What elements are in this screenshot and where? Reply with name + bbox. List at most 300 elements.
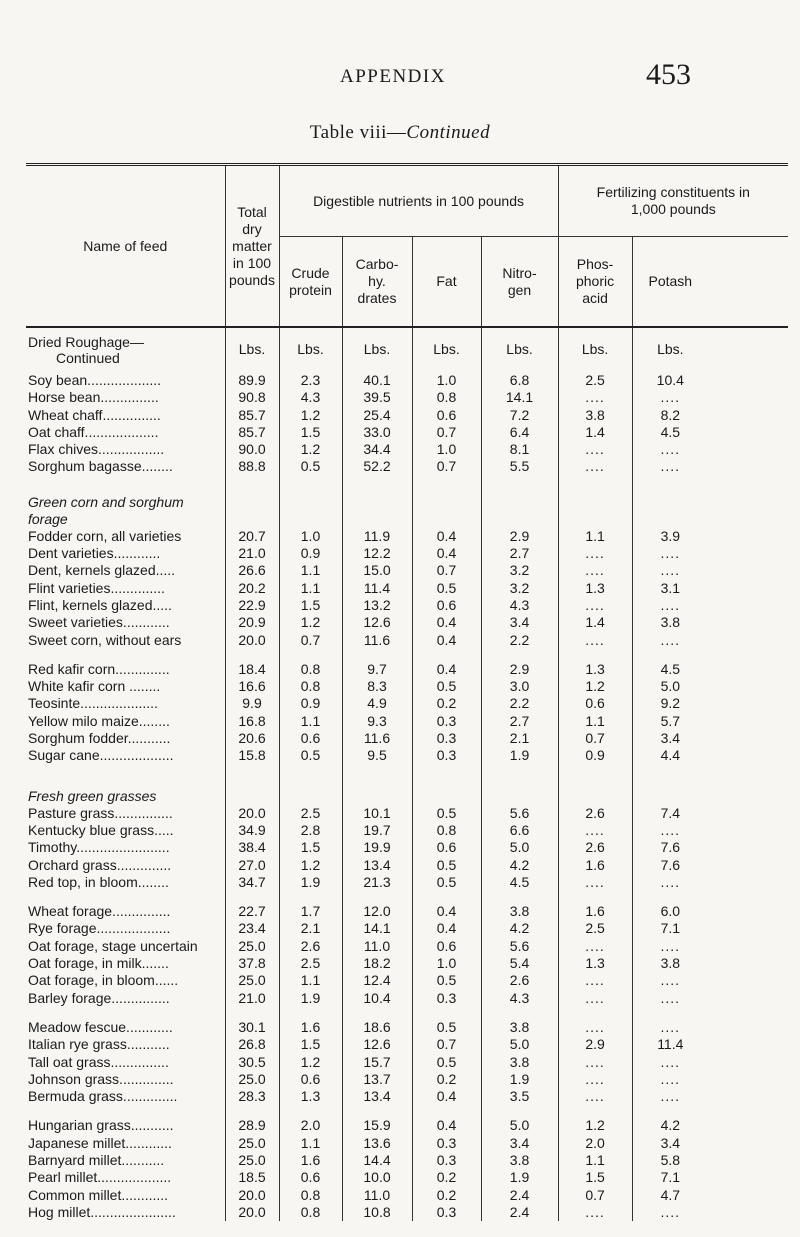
carbohydrates-cell: 40.1 [342,372,412,389]
total-dry-cell: 38.4 [225,839,279,856]
total-dry-cell: 25.0 [225,972,279,989]
nitrogen-cell: 2.6 [481,972,558,989]
fat-cell: 1.0 [412,441,481,458]
carbohydrates-cell: 18.2 [342,955,412,972]
crude-protein-cell: 4.3 [279,389,342,406]
spacer-cell [558,1105,632,1117]
table-row [26,713,788,730]
carbohydrates-line-3: drates [357,290,397,307]
nitrogen-cell: 3.2 [481,562,558,579]
potash-cell: .... [632,1088,708,1105]
carbohydrates-cell: 19.9 [342,839,412,856]
spacer-cell [26,765,225,777]
crude-protein-cell: 1.0 [279,528,342,545]
phosphoric-acid-cell: .... [558,972,632,989]
feed-name: Sweet varieties............ [28,614,170,631]
table-row [26,1036,788,1053]
spacer-row [26,476,788,488]
phosphoric-acid-cell: .... [558,545,632,562]
carbohydrates-cell: 15.7 [342,1054,412,1071]
carbohydrates-cell: 13.6 [342,1135,412,1152]
table-row [26,1204,788,1221]
potash-cell: 3.9 [632,528,708,545]
feed-name-line-1: Dried Roughage— [28,334,144,350]
carbohydrates-cell: 9.7 [342,661,412,678]
fat-cell: 0.4 [412,1088,481,1105]
total-dry-cell: 85.7 [225,407,279,424]
phosphoric-acid-cell: .... [558,874,632,891]
carbohydrates-cell: 25.4 [342,407,412,424]
feed-name: Barnyard millet........... [28,1151,165,1168]
carbohydrates-line-1: Carbo- [355,256,399,273]
total-dry-cell: 88.8 [225,458,279,475]
crude-protein-cell: 0.6 [279,730,342,747]
crude-protein-cell: Lbs. [279,327,342,372]
phosphoric-acid-cell: .... [558,389,632,406]
fat-cell: Lbs. [412,327,481,372]
potash-cell: .... [632,874,708,891]
feed-name [26,327,225,372]
total-dry-cell: 22.9 [225,597,279,614]
feed-name: Common millet............ [28,1186,169,1203]
total-dry-cell: 18.4 [225,661,279,678]
potash-cell: .... [632,1204,708,1221]
spacer-cell [481,649,558,661]
total-dry-cell: 26.8 [225,1036,279,1053]
spacer-cell [412,476,481,488]
phosphoric-acid-cell: 3.8 [558,407,632,424]
crude-protein-cell: 1.2 [279,857,342,874]
spacer-cell [26,1007,225,1019]
carbohydrates-cell: 13.2 [342,597,412,614]
col-header-carbohydrates [342,237,412,327]
spacer-cell [225,891,279,903]
table-row [26,747,788,764]
crude-protein-cell: 1.2 [279,407,342,424]
nitrogen-cell: 2.9 [481,528,558,545]
potash-cell: .... [632,562,708,579]
nitrogen-cell: 2.1 [481,730,558,747]
nitrogen-cell: 4.3 [481,990,558,1007]
nitrogen-cell: 5.0 [481,1117,558,1134]
potash-cell: 4.5 [632,424,708,441]
nitrogen-cell: 6.8 [481,372,558,389]
phosphoric-acid-cell: 2.0 [558,1135,632,1152]
phosphoric-acid-cell: 1.2 [558,678,632,695]
total-dry-cell: 90.0 [225,441,279,458]
feed-name: Japanese millet............ [28,1134,172,1151]
spacer-cell [225,1105,279,1117]
fat-cell: 0.2 [412,1169,481,1186]
table-row [26,632,788,649]
crude-protein-cell: 1.2 [279,1054,342,1071]
empty-cell [225,777,279,805]
table-row [26,903,788,920]
section-heading-row [26,777,788,805]
phosphoric-acid-cell: 0.6 [558,695,632,712]
table-title [0,122,800,144]
carbohydrates-cell: 12.2 [342,545,412,562]
spacer-cell [342,765,412,777]
phosphoric-acid-cell: .... [558,1204,632,1221]
col-header-name [26,165,225,328]
spacer-cell [481,1007,558,1019]
col-header-name-text: Name of feed [83,237,168,254]
feed-name: Flax chives................. [28,441,165,458]
feed-name: Rye forage................... [28,920,171,937]
potash-cell: 3.4 [632,1135,708,1152]
potash-cell: 3.1 [632,580,708,597]
fat-cell: 0.3 [412,990,481,1007]
crude-protein-cell: 0.8 [279,678,342,695]
carbohydrates-cell: 11.6 [342,730,412,747]
carbohydrates-cell: 10.0 [342,1169,412,1186]
table-row [26,458,788,475]
nitrogen-cell: 3.8 [481,1019,558,1036]
phosphoric-acid-cell: 0.9 [558,747,632,764]
fat-cell: 0.7 [412,1036,481,1053]
crude-protein-cell: 0.8 [279,1204,342,1221]
nitrogen-cell: 2.2 [481,632,558,649]
table-row [26,424,788,441]
feed-name: Flint, kernels glazed..... [28,596,172,613]
col-header-nitrogen [481,237,558,327]
nitrogen-cell: 2.9 [481,661,558,678]
crude-protein-cell: 0.6 [279,1071,342,1088]
spacer-cell [558,476,632,488]
spacer-row [26,1007,788,1019]
phosphoric-acid-cell: .... [558,441,632,458]
total-dry-cell: 20.0 [225,1204,279,1221]
feed-name: Oat chaff................... [28,423,159,440]
nitrogen-cell: 3.5 [481,1088,558,1105]
fat-cell: 0.5 [412,874,481,891]
table-row [26,407,788,424]
table-row [26,822,788,839]
feed-name: Yellow milo maize........ [28,712,170,729]
carbohydrates-cell: 14.4 [342,1152,412,1169]
spacer-cell [412,1105,481,1117]
spacer-cell [342,649,412,661]
crude-protein-cell: 1.3 [279,1088,342,1105]
crude-protein-cell: 1.1 [279,562,342,579]
nitrogen-cell: 2.4 [481,1187,558,1204]
feed-name: Flint varieties.............. [28,579,165,596]
fat-cell: 0.6 [412,597,481,614]
nitrogen-cell: 3.8 [481,1152,558,1169]
col-header-potash-text: Potash [648,273,693,290]
spacer-cell [342,891,412,903]
phosphoric-acid-cell: .... [558,938,632,955]
potash-cell: .... [632,545,708,562]
fat-cell: 0.3 [412,747,481,764]
empty-cell [481,488,558,528]
nitrogen-cell: 3.8 [481,1054,558,1071]
crude-protein-cell: 2.5 [279,805,342,822]
crude-protein-cell: 0.9 [279,695,342,712]
potash-cell: 11.4 [632,1036,708,1053]
crude-protein-cell: 0.5 [279,747,342,764]
table-row [26,545,788,562]
spacer-cell [279,891,342,903]
total-dry-cell: 28.9 [225,1117,279,1134]
table-row [26,1088,788,1105]
fat-cell: 0.5 [412,678,481,695]
fat-cell: 0.4 [412,1117,481,1134]
potash-cell: 4.7 [632,1187,708,1204]
spacer-cell [632,649,708,661]
total-dry-cell: 20.0 [225,1187,279,1204]
nitrogen-cell: 2.7 [481,545,558,562]
potash-cell: 7.6 [632,839,708,856]
phosphoric-acid-cell: 1.6 [558,857,632,874]
fat-cell: 0.3 [412,1204,481,1221]
table-row [26,857,788,874]
crude-protein-cell: 0.7 [279,632,342,649]
crude-protein-cell: 1.1 [279,972,342,989]
carbohydrates-cell: 11.0 [342,1187,412,1204]
carbohydrates-cell: 15.9 [342,1117,412,1134]
spacer-cell [26,891,225,903]
spacer-cell [481,891,558,903]
phosphoric-acid-cell: 0.7 [558,1187,632,1204]
table-row [26,389,788,406]
empty-cell [412,777,481,805]
spacer-cell [558,891,632,903]
phosphoric-line-3: acid [582,290,608,307]
col-header-phosphoric-acid [558,237,632,327]
feed-name: Dent varieties............ [28,545,161,562]
table-body [26,327,788,1221]
total-dry-cell: 20.0 [225,632,279,649]
fat-cell: 0.3 [412,730,481,747]
col-header-crude-protein [279,237,342,327]
carbohydrates-cell: 13.7 [342,1071,412,1088]
spacer-cell [342,1105,412,1117]
spacer-cell [279,1105,342,1117]
fat-cell: 0.7 [412,458,481,475]
total-dry-cell: 9.9 [225,695,279,712]
spacer-row [26,649,788,661]
spacer-cell [279,765,342,777]
phosphoric-acid-cell: .... [558,1088,632,1105]
potash-cell: 5.0 [632,678,708,695]
feed-name: Pasture grass............... [28,804,173,821]
empty-cell [279,488,342,528]
fat-cell: 0.5 [412,1054,481,1071]
fat-cell: 0.4 [412,545,481,562]
phosphoric-acid-cell: 1.5 [558,1169,632,1186]
feed-name: Sorghum bagasse........ [28,458,173,475]
spacer-cell [632,765,708,777]
empty-cell [225,488,279,528]
phosphoric-acid-cell: 1.3 [558,955,632,972]
potash-cell: 3.8 [632,955,708,972]
table-row [26,805,788,822]
total-dry-cell: 23.4 [225,920,279,937]
spacer-cell [225,649,279,661]
spacer-cell [279,1007,342,1019]
feed-name: Wheat chaff............... [28,406,161,423]
spacer-cell [481,765,558,777]
feed-name: Oat forage, in milk....... [28,955,169,972]
running-title: APPENDIX [340,66,446,87]
spacer-cell [632,1105,708,1117]
table-row [26,695,788,712]
empty-cell [342,488,412,528]
spacer-row [26,765,788,777]
feed-name: White kafir corn ........ [28,678,161,695]
crude-protein-cell: 1.1 [279,580,342,597]
nitrogen-cell: 4.3 [481,597,558,614]
fat-cell: 0.5 [412,805,481,822]
carbohydrates-cell: 13.4 [342,857,412,874]
table-row [26,955,788,972]
feed-name: Pearl millet................... [28,1169,172,1186]
potash-cell: 4.5 [632,661,708,678]
spacer-cell [225,476,279,488]
potash-cell: 8.2 [632,407,708,424]
col-header-fat [412,237,481,327]
carbohydrates-cell: 14.1 [342,920,412,937]
potash-cell: 4.4 [632,747,708,764]
table-row [26,562,788,579]
potash-cell: 7.1 [632,1169,708,1186]
nitrogen-cell: 5.4 [481,955,558,972]
total-dry-cell: Lbs. [225,327,279,372]
nitrogen-cell: 3.4 [481,614,558,631]
crude-protein-cell: 2.6 [279,938,342,955]
total-dry-cell: 34.9 [225,822,279,839]
crude-protein-cell: 1.9 [279,990,342,1007]
crude-protein-line-1: Crude [291,264,330,281]
potash-cell: 7.6 [632,857,708,874]
nitrogen-cell: 2.7 [481,713,558,730]
table-row [26,1054,788,1071]
carbohydrates-cell: 8.3 [342,678,412,695]
potash-cell: .... [632,822,708,839]
feed-name: Bermuda grass.............. [28,1088,178,1105]
total-dry-line-2: dry [242,220,262,237]
nitrogen-cell: 3.4 [481,1135,558,1152]
potash-cell: .... [632,972,708,989]
total-dry-cell: 90.8 [225,389,279,406]
table-row [26,441,788,458]
crude-protein-cell: 0.9 [279,545,342,562]
empty-cell [412,488,481,528]
phosphoric-acid-cell: 2.6 [558,805,632,822]
table-row [26,920,788,937]
group-header-digestible [279,165,558,237]
total-dry-line-3: matter [232,237,272,254]
spacer-cell [558,765,632,777]
phosphoric-acid-cell: 2.6 [558,839,632,856]
phosphoric-acid-cell: 1.3 [558,580,632,597]
crude-protein-cell: 1.6 [279,1152,342,1169]
phosphoric-acid-cell: .... [558,990,632,1007]
empty-cell [342,777,412,805]
potash-cell: .... [632,1019,708,1036]
col-header-potash [632,237,708,327]
spacer-cell [558,649,632,661]
crude-protein-cell: 1.5 [279,1036,342,1053]
empty-cell [632,777,708,805]
carbohydrates-cell: 39.5 [342,389,412,406]
potash-cell: .... [632,1071,708,1088]
phosphoric-acid-cell: .... [558,1071,632,1088]
potash-cell: 6.0 [632,903,708,920]
empty-cell [558,488,632,528]
potash-cell: Lbs. [632,327,708,372]
feed-name: Tall oat grass............... [28,1053,169,1070]
nitrogen-cell: 5.6 [481,938,558,955]
crude-protein-line-2: protein [289,281,332,298]
total-dry-cell: 20.7 [225,528,279,545]
fat-cell: 0.3 [412,1152,481,1169]
potash-cell: 7.4 [632,805,708,822]
phosphoric-acid-cell: 1.3 [558,661,632,678]
fat-cell: 1.0 [412,372,481,389]
table-row [26,1135,788,1152]
section-heading-text-cont: forage [28,510,68,527]
feed-name: Sweet corn, without ears [28,631,182,648]
fat-cell: 0.3 [412,713,481,730]
group-header-fertilizing-text: Fertilizing constituents in 1,000 pounds [596,184,750,218]
table-row [26,580,788,597]
nitrogen-line-2: gen [507,281,532,298]
total-dry-cell: 20.9 [225,614,279,631]
feed-name: Orchard grass.............. [28,856,172,873]
feed-name: Horse bean............... [28,389,159,406]
crude-protein-cell: 1.7 [279,903,342,920]
total-dry-cell: 28.3 [225,1088,279,1105]
fat-cell: 0.6 [412,407,481,424]
carbohydrates-cell: 10.1 [342,805,412,822]
phosphoric-line-2: phoric [575,273,615,290]
carbohydrates-cell: 10.4 [342,990,412,1007]
fat-cell: 0.5 [412,1019,481,1036]
table-row [26,1117,788,1134]
potash-cell: 3.4 [632,730,708,747]
total-dry-cell: 37.8 [225,955,279,972]
carbohydrates-cell: 33.0 [342,424,412,441]
table-row [26,1187,788,1204]
total-dry-line-4: in 100 [232,254,272,271]
phosphoric-acid-cell: 1.2 [558,1117,632,1134]
total-dry-cell: 21.0 [225,990,279,1007]
fat-cell: 0.2 [412,695,481,712]
table-row [26,1071,788,1088]
crude-protein-cell: 2.1 [279,920,342,937]
potash-cell: 7.1 [632,920,708,937]
phosphoric-acid-cell: .... [558,1054,632,1071]
carbohydrates-cell: Lbs. [342,327,412,372]
crude-protein-cell: 2.3 [279,372,342,389]
nitrogen-cell: 5.6 [481,805,558,822]
table-row [26,1019,788,1036]
phosphoric-acid-cell: Lbs. [558,327,632,372]
group-header-fertilizing [558,165,788,237]
nitrogen-cell: 1.9 [481,1169,558,1186]
spacer-cell [481,476,558,488]
table-row [26,678,788,695]
carbohydrates-cell: 10.8 [342,1204,412,1221]
feed-name: Kentucky blue grass..... [28,821,174,838]
table-title-prefix: Table viii— [309,122,407,143]
nitrogen-line-1: Nitro- [502,264,537,281]
table-row [26,990,788,1007]
nitrogen-cell: 7.2 [481,407,558,424]
